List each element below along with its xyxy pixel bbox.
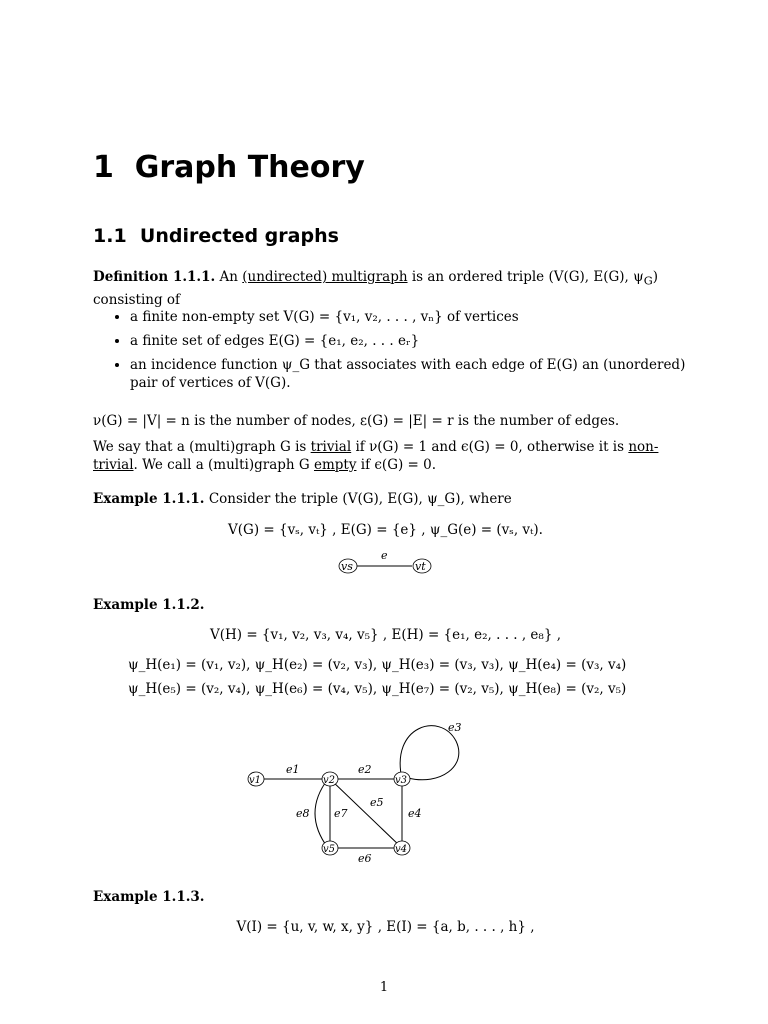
para-text: . We call a (multi)graph G	[133, 457, 310, 473]
edge-label: e8	[296, 807, 310, 820]
example1-label: Example 1.1.1.	[93, 491, 205, 507]
para-text: if ϵ(G) = 0.	[360, 457, 437, 473]
list-item: • a finite set of edges E(G) = {e₁, e₂, . . . eᵣ}	[130, 332, 710, 350]
example1-formula: V(G) = {vₛ, vₜ} , E(G) = {e} , ψ_G(e) = (vₛ, vₜ).	[228, 522, 543, 538]
chapter-title-text: Graph Theory	[134, 150, 365, 185]
vertex-label: v5	[323, 844, 336, 855]
definition-block	[93, 268, 678, 309]
edge-label: e6	[358, 852, 372, 865]
chapter-number: 1	[93, 150, 114, 185]
graph-edge	[315, 779, 328, 848]
para-text: if ν(G) = 1 and ϵ(G) = 0, otherwise it is	[355, 439, 625, 455]
vertex-label: vs	[341, 560, 353, 573]
para-text: We say that a (multi)graph G is	[93, 439, 307, 455]
term-nontrivial: trivial	[93, 457, 134, 473]
edge-label: e7	[334, 807, 348, 820]
example2-formula3: ψ_H(e₅) = (v₂, v₄), ψ_H(e₆) = (v₄, v₅), ψ_H(e₇) = (v₂, v₅), ψ_H(e₈) = (v₂, v₅)	[128, 681, 627, 697]
page-number: 1	[379, 980, 389, 995]
section-title	[93, 225, 339, 247]
term-trivial: trivial	[310, 439, 352, 455]
vertex-label: v1	[249, 775, 262, 786]
definition-line2: consisting of	[93, 291, 181, 308]
definition-post-sub: G	[643, 274, 653, 288]
example3-formula: V(I) = {u, v, w, x, y} , E(I) = {a, b, . . . , h} ,	[236, 919, 535, 935]
definition-post-end: )	[652, 269, 658, 285]
list-item: • a finite non-empty set V(G) = {v₁, v₂, . . . , vₙ} of vertices	[130, 308, 710, 326]
definition-pre: An	[219, 269, 238, 285]
example2-formula1: V(H) = {v₁, v₂, v₃, v₄, v₅} , E(H) = {e₁, e₂, . . . , e₈} ,	[209, 627, 562, 643]
nodes-edges-paragraph: ν(G) = |V| = n is the number of nodes, ε(G) = |E| = r is the number of edges.	[93, 413, 620, 429]
example1-text: Consider the triple (V(G), E(G), ψ_G), where	[208, 491, 512, 507]
example2-graph	[240, 716, 480, 866]
trivial-paragraph	[93, 438, 678, 474]
example2-label: Example 1.1.2.	[93, 597, 205, 613]
vertex-label: vt	[415, 560, 426, 573]
example1-intro	[93, 490, 678, 508]
edge-label: e3	[448, 721, 462, 734]
edge-label: e1	[286, 763, 300, 776]
section-title-text: Undirected graphs	[139, 225, 339, 247]
example3-label: Example 1.1.3.	[93, 889, 205, 905]
edge-label: e4	[408, 807, 422, 820]
section-number: 1.1	[93, 225, 127, 247]
vertex-label: v4	[395, 844, 408, 855]
chapter-title	[93, 150, 365, 185]
term-empty: empty	[313, 457, 357, 473]
term-nontrivial: non-	[628, 439, 659, 455]
definition-label: Definition 1.1.1.	[93, 269, 216, 285]
vertex-label: v3	[395, 775, 408, 786]
edge-label: e2	[358, 763, 372, 776]
definition-list	[110, 308, 710, 398]
example2-formula2: ψ_H(e₁) = (v₁, v₂), ψ_H(e₂) = (v₂, v₃), ψ_H(e₃) = (v₃, v₃), ψ_H(e₄) = (v₃, v₄)	[128, 657, 627, 673]
edge-label: e5	[370, 796, 384, 809]
vertex-label: v2	[323, 775, 336, 786]
list-item: • an incidence function ψ_G that associates with each edge of E(G) an (unordered) pair of vertices of V(G).	[130, 356, 710, 392]
example1-graph	[330, 548, 440, 580]
definition-post: is an ordered triple (V(G), E(G), ψ	[411, 269, 644, 285]
edge-label: e	[381, 549, 388, 562]
definition-term: (undirected) multigraph	[242, 269, 408, 285]
